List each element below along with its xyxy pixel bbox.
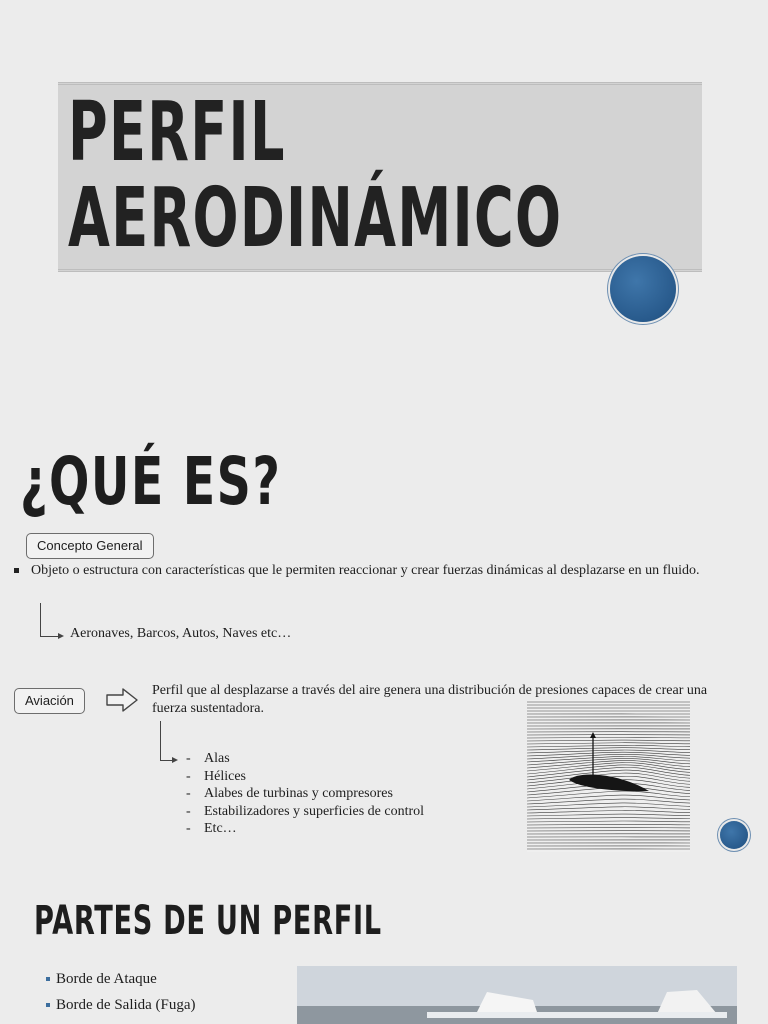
list-item: - Alas: [186, 750, 424, 768]
arrowhead-icon: [58, 633, 64, 639]
streamline: [527, 821, 690, 822]
slide-partes: [0, 870, 768, 1024]
streamline: [527, 791, 690, 798]
streamline: [527, 743, 690, 744]
elbow-arrow-icon: [160, 721, 173, 761]
streamlines: [527, 702, 690, 849]
aviacion-label: Aviación: [14, 688, 85, 714]
airfoil-streamlines-image: [527, 700, 690, 852]
arrowhead-icon: [172, 757, 178, 763]
list-item: Borde de Salida (Fuga): [46, 992, 196, 1018]
elbow-arrow-icon: [40, 603, 59, 637]
streamline: [527, 824, 690, 825]
streamline: [527, 803, 690, 807]
aviacion-definition: Perfil que al desplazarse a través del aire genera una distribución de presiones capaces de crear una fuerza sustentadora.: [152, 683, 708, 716]
definition-text: Objeto o estructura con características que le permiten reaccionar y crear fuerzas dinámicas al desplazarse en un fluido.: [31, 563, 700, 578]
title-line-2: AERODINÁMICO: [68, 171, 563, 266]
main-title: [68, 85, 563, 266]
streamline: [527, 810, 690, 813]
slide-heading: ¿QUÉ ES?: [20, 443, 282, 520]
list-item: - Estabilizadores y superficies de control: [186, 803, 424, 821]
list-item: - Alabes de turbinas y compresores: [186, 785, 424, 803]
streamline: [527, 752, 690, 756]
aviacion-items: [186, 750, 424, 838]
streamline: [527, 818, 690, 819]
slide-que-es: [0, 400, 768, 870]
list-item: - Hélices: [186, 768, 424, 786]
streamline: [527, 737, 690, 738]
streamline: [527, 807, 690, 810]
blue-disc-icon: [610, 256, 676, 322]
partes-list: [46, 966, 196, 1018]
definition-bullet: [14, 562, 764, 580]
slide-heading: PARTES DE UN PERFIL: [34, 898, 382, 944]
slide-title: [0, 0, 768, 400]
examples-text: Aeronaves, Barcos, Autos, Naves etc…: [70, 626, 292, 641]
aircraft-photo: [297, 966, 737, 1024]
hollow-right-arrow-icon: [106, 687, 138, 713]
concepto-general-label: Concepto General: [26, 533, 154, 559]
title-line-1: PERFIL: [68, 85, 286, 180]
streamline: [527, 814, 690, 816]
streamline: [527, 740, 690, 741]
streamline: [527, 748, 690, 750]
streamline: [527, 745, 690, 747]
list-item: Borde de Ataque: [46, 966, 196, 992]
blue-disc-icon: [720, 821, 748, 849]
bullet-square-icon: [14, 568, 19, 573]
list-item: - Etc…: [186, 820, 424, 838]
